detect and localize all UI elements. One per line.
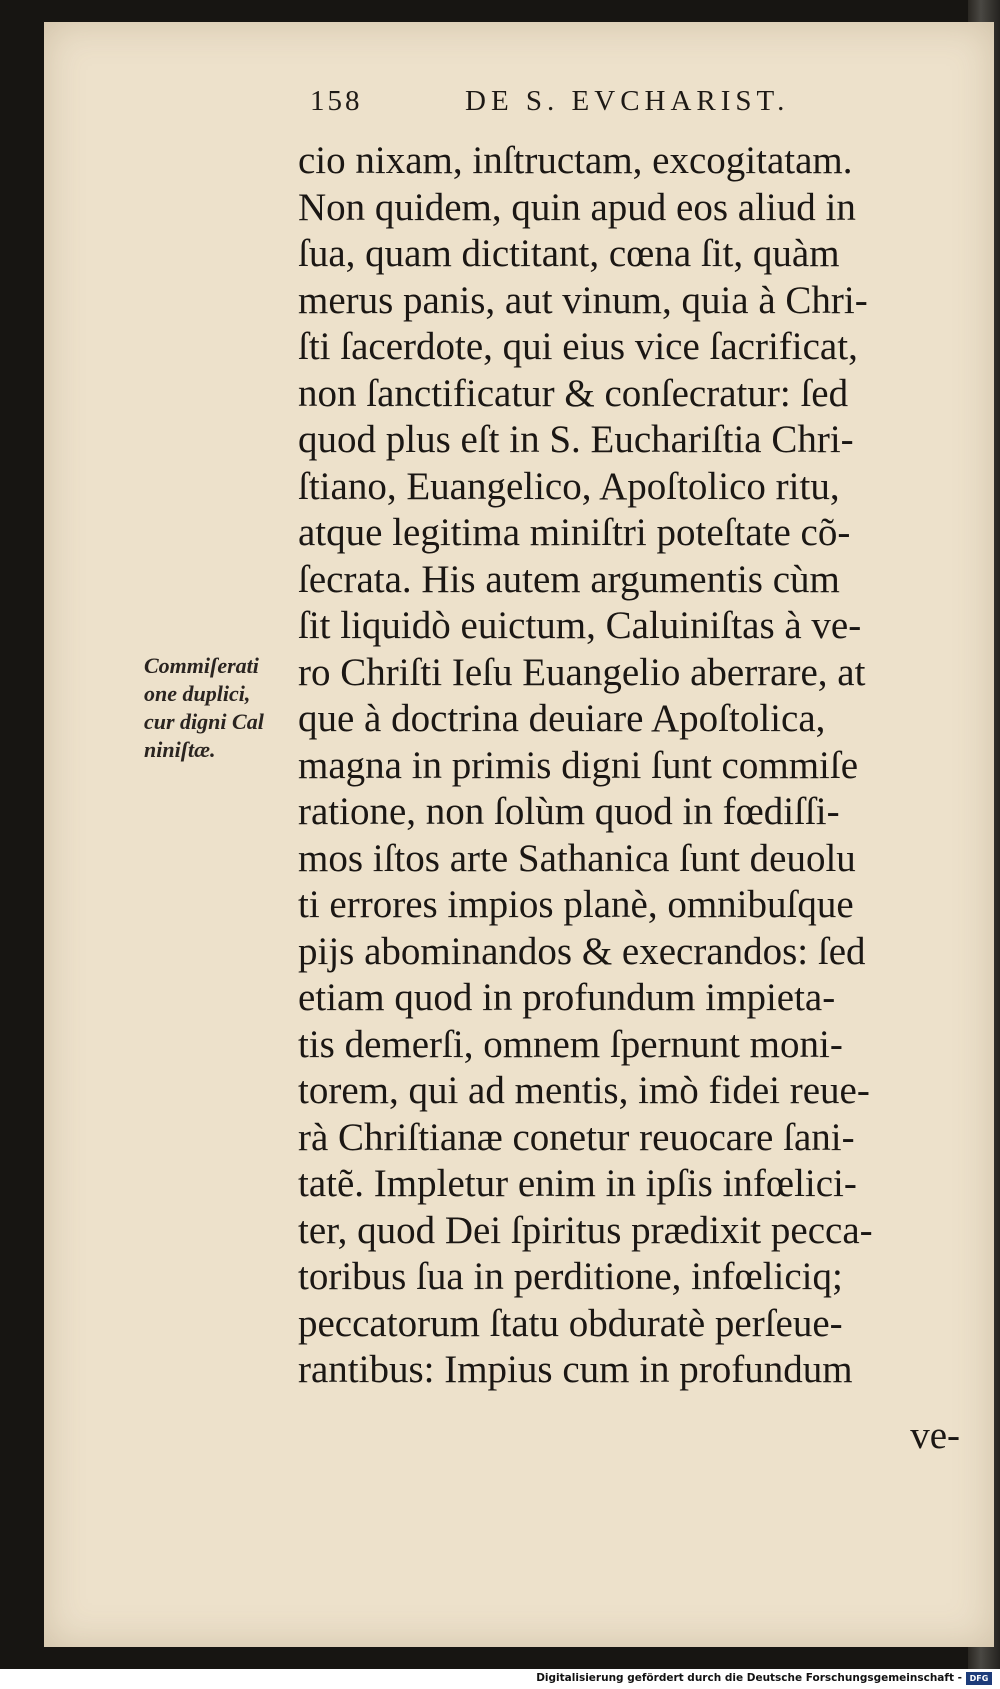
text-line: ſti ſacerdote, qui eius vice ſacrificat, — [298, 325, 858, 368]
text-line: mos iſtos arte Sathanica ſunt deuolu — [298, 836, 856, 880]
text-line: rà Chriſtianæ conetur reuocare ſani- — [298, 1115, 855, 1159]
marginal-note-line: cur digni Cal — [144, 709, 264, 734]
text-line: rantibus: Impius cum in profundum — [298, 1348, 853, 1391]
text-line: ratione, non ſolùm quod in fœdiſſi- — [298, 790, 840, 833]
marginal-note-line: niniſtæ. — [144, 737, 216, 762]
text-line: que à doctrina deuiare Apoſtolica, — [298, 697, 826, 740]
running-head — [310, 85, 850, 125]
text-line: torem, qui ad mentis, imò fidei reue- — [298, 1069, 870, 1112]
text-line: quod plus eſt in S. Euchariſtia Chri- — [298, 418, 854, 461]
text-line: ter, quod Dei ſpiritus prædixit pecca- — [298, 1208, 873, 1252]
page-number: 158 — [310, 85, 363, 117]
dfg-logo: DFG — [966, 1672, 992, 1685]
text-line: ro Chriſti Ieſu Euangelio aberrare, at — [298, 650, 866, 694]
text-line: magna in primis digni ſunt commiſe — [298, 743, 859, 787]
body-text — [298, 138, 958, 1394]
text-line: ſit liquidò euictum, Caluiniſtas à ve- — [298, 604, 862, 647]
text-line: toribus ſua in perditione, infœliciq; — [298, 1255, 843, 1298]
text-line: Non quidem, quin apud eos aliud in — [298, 185, 856, 229]
text-line: etiam quod in profundum impieta- — [298, 976, 836, 1019]
funding-credit: Digitalisierung gefördert durch die Deutsche Forschungsgemeinschaft - — [536, 1672, 962, 1684]
text-line: ſecrata. His autem argumentis cùm — [298, 557, 840, 601]
footer-bar — [0, 1669, 1000, 1689]
marginal-note — [144, 652, 294, 764]
text-line: tis demerſi, omnem ſpernunt moni- — [298, 1022, 843, 1066]
text-line: peccatorum ſtatu obduratè perſeue- — [298, 1301, 843, 1345]
text-line: cio nixam, inſtructam, excogitatam. — [298, 139, 853, 182]
text-line: merus panis, aut vinum, quia à Chri- — [298, 278, 868, 322]
text-line: ſua, quam dictitant, cœna ſit, quàm — [298, 232, 840, 275]
marginal-note-line: Commiſerati — [144, 653, 259, 678]
catchword: ve- — [910, 1414, 960, 1457]
text-line: non ſanctificatur & conſecratur: ſed — [298, 371, 849, 415]
text-line: ti errores impios planè, omnibuſque — [298, 883, 854, 926]
text-line: pijs abominandos & execrandos: ſed — [298, 929, 866, 973]
marginal-note-line: one duplici, — [144, 681, 251, 706]
text-line: ſtiano, Euangelico, Apoſtolico ritu, — [298, 464, 840, 508]
text-line: tatẽ. Impletur enim in ipſis infœlici- — [298, 1162, 857, 1205]
text-line: atque legitima miniſtri poteſtate cõ- — [298, 511, 851, 554]
running-title: DE S. EVCHARIST. — [465, 85, 790, 117]
